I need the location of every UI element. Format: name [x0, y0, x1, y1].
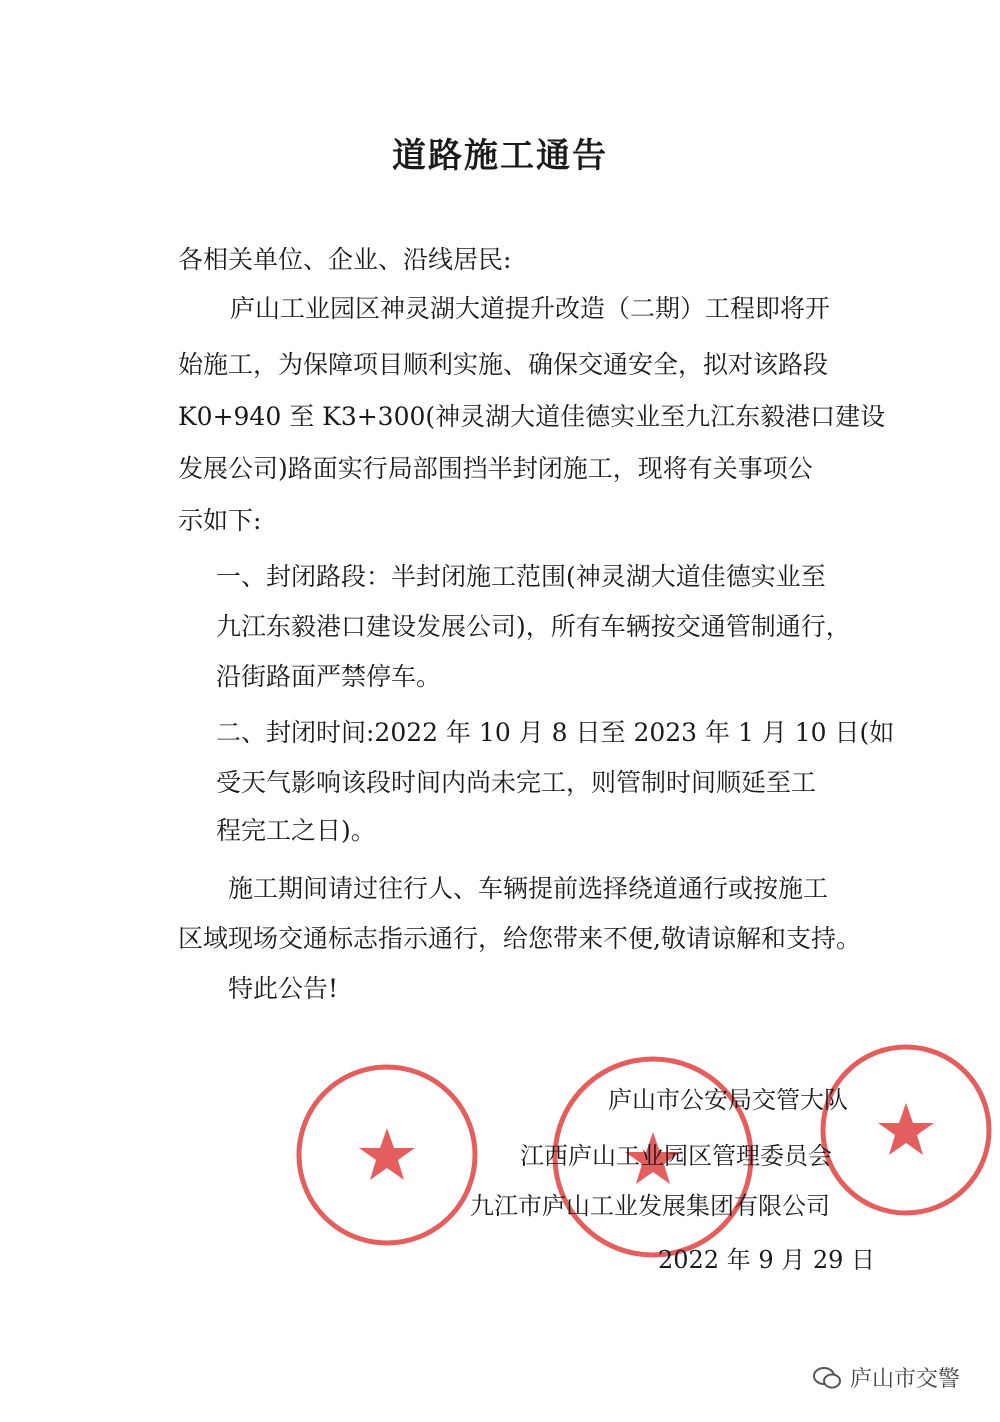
- police-seal-stamp: [292, 1060, 482, 1250]
- body-line: 九江东毅港口建设发展公司)，所有车辆按交通管制通行，: [216, 612, 851, 641]
- body-line: 区域现场交通标志指示通行，给您带来不便,敬请谅解和支持。: [178, 924, 861, 953]
- body-line: 始施工，为保障项目顺利实施、确保交通安全，拟对该路段: [178, 350, 829, 379]
- body-line: 庐山工业园区神灵湖大道提升改造（二期）工程即将开: [230, 294, 831, 323]
- body-line: 示如下:: [178, 506, 262, 535]
- signature-park-committee: 江西庐山工业园区管理委员会: [520, 1142, 832, 1170]
- wechat-watermark: [812, 1362, 960, 1393]
- body-line: 特此公告!: [228, 974, 339, 1003]
- body-line: 施工期间请过往行人、车辆提前选择绕道通行或按施工: [228, 874, 829, 903]
- watermark-text: 庐山市交警: [850, 1367, 961, 1392]
- body-line: 沿街路面严禁停车。: [216, 662, 442, 691]
- signature-police: 庐山市公安局交管大队: [608, 1086, 848, 1114]
- body-line: 一、封闭路段：半封闭施工范围(神灵湖大道佳德实业至: [216, 562, 826, 591]
- development-group-seal-stamp: [816, 1040, 996, 1220]
- salutation: 各相关单位、企业、沿线居民:: [178, 245, 512, 274]
- body-line: 程完工之日)。: [216, 816, 376, 845]
- notice-date: 2022 年 9 月 29 日: [658, 1246, 876, 1274]
- notice-title: 道路施工通告: [392, 136, 608, 176]
- wechat-icon: [812, 1365, 842, 1391]
- body-line: 发展公司)路面实行局部围挡半封闭施工，现将有关事项公: [178, 454, 813, 483]
- body-line: 受天气影响该段时间内尚未完工，则管制时间顺延至工: [216, 768, 817, 797]
- signature-development-group: 九江市庐山工业发展集团有限公司: [470, 1192, 830, 1220]
- body-line: 二、封闭时间:2022 年 10 月 8 日至 2023 年 1 月 10 日(如: [216, 718, 895, 747]
- body-line: K0+940 至 K3+300(神灵湖大道佳德实业至九江东毅港口建设: [178, 402, 886, 431]
